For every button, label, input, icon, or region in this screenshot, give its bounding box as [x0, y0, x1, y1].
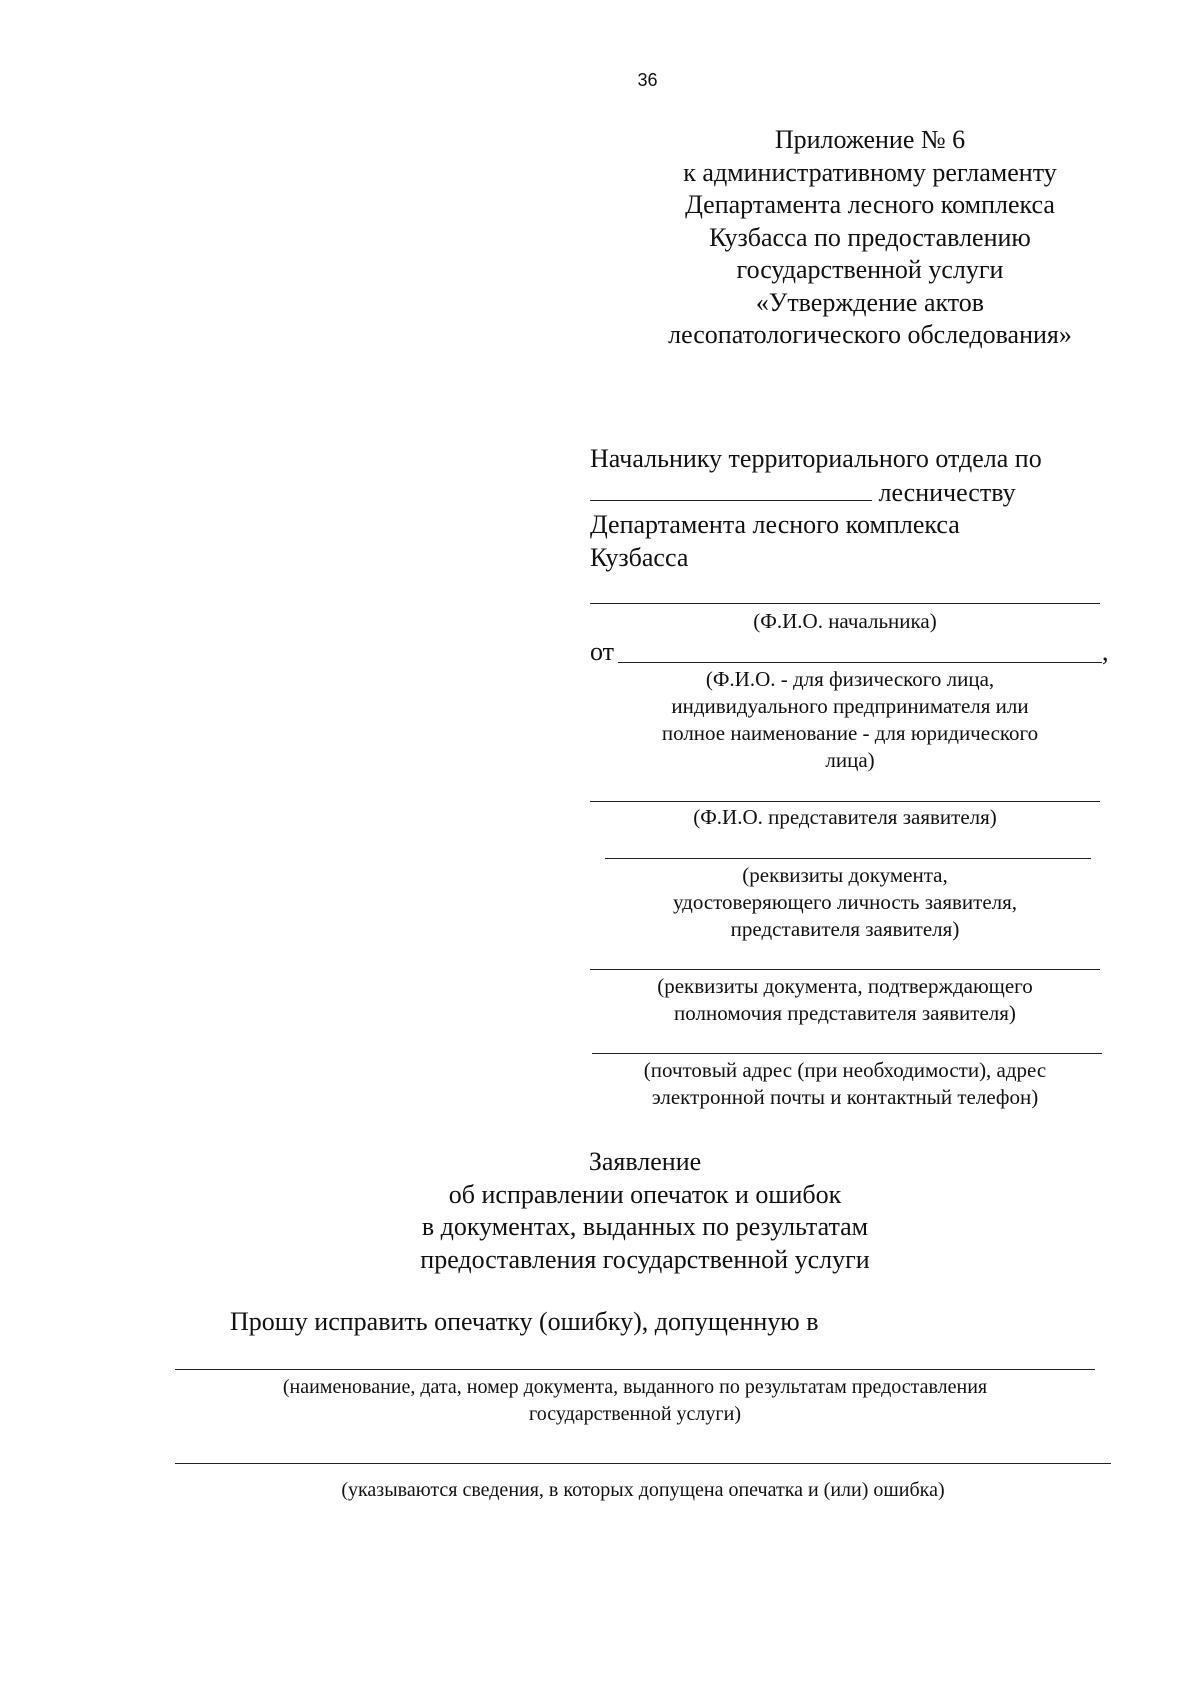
caption-line: индивидуального предпринимателя или [671, 694, 1029, 718]
authority-doc-field[interactable] [590, 969, 1100, 970]
appendix-line: лесопатологического обследования» [668, 320, 1072, 349]
appendix-header [620, 124, 1120, 352]
page-number: 36 [637, 70, 658, 90]
error-details-field[interactable] [175, 1463, 1111, 1464]
document-caption [175, 1374, 1095, 1428]
caption-line: представителя заявителя) [730, 917, 960, 941]
forestry-suffix: лесничеству [878, 477, 1016, 507]
addressee-line: Начальнику территориального отдела по [590, 444, 1042, 473]
appendix-line: Кузбасса по предоставлению [709, 222, 1031, 252]
head-name-field[interactable] [590, 603, 1100, 604]
appendix-line: к административному регламенту [683, 157, 1057, 187]
title-line: об исправлении опечаток и ошибок [448, 1179, 842, 1209]
statement-title [340, 1146, 950, 1276]
representative-name-field[interactable] [590, 801, 1100, 802]
caption-line: полномочия представителя заявителя) [674, 1001, 1016, 1025]
applicant-caption [600, 666, 1100, 774]
caption-line: полное наименование - для юридического [661, 721, 1039, 745]
appendix-line: государственной услуги [736, 255, 1004, 284]
caption-line: государственной услуги) [529, 1403, 741, 1425]
request-text: Прошу исправить опечатку (ошибку), допущенную в [230, 1307, 819, 1336]
forestry-name-field[interactable] [590, 476, 872, 501]
title-line: в документах, выданных по результатам [421, 1212, 869, 1241]
caption-line: (реквизиты документа, подтверждающего [657, 974, 1033, 998]
appendix-line: Департамента лесного комплекса [685, 190, 1055, 219]
caption-line: (почтовый адрес (при необходимости), адрес [643, 1058, 1047, 1082]
caption-line: (Ф.И.О. - для физического лица, [705, 667, 995, 691]
details-caption: (указываются сведения, в которых допущена опечатка и (или) ошибка) [341, 1479, 945, 1501]
addressee-line [590, 476, 1130, 510]
authority-doc-caption [590, 973, 1100, 1027]
title-line: Заявление [588, 1147, 702, 1176]
addressee-line: Кузбасса [590, 542, 689, 572]
appendix-line: «Утверждение актов [755, 287, 985, 317]
caption-line: электронной почты и контактный телефон) [651, 1085, 1039, 1109]
representative-caption: (Ф.И.О. представителя заявителя) [693, 805, 997, 829]
caption-line: (наименование, дата, номер документа, выданного по результатам предоставления [282, 1376, 988, 1398]
appendix-line: Приложение № 6 [774, 125, 966, 154]
addressee-block [590, 443, 1130, 574]
caption-line: лица) [825, 748, 875, 772]
identity-doc-field[interactable] [605, 858, 1091, 859]
caption-line: (реквизиты документа, [742, 863, 948, 887]
caption-line: удостоверяющего личность заявителя, [672, 890, 1018, 914]
title-line: предоставления государственной услуги [420, 1244, 870, 1274]
head-name-caption: (Ф.И.О. начальника) [753, 609, 937, 633]
applicant-name-field[interactable] [618, 662, 1102, 663]
document-details-field[interactable] [175, 1369, 1095, 1370]
addressee-line: Департамента лесного комплекса [590, 510, 960, 539]
from-label: от [590, 637, 615, 666]
from-comma: , [1102, 637, 1109, 666]
identity-doc-caption [590, 862, 1100, 943]
contacts-caption [590, 1057, 1100, 1111]
contacts-field[interactable] [592, 1053, 1102, 1054]
